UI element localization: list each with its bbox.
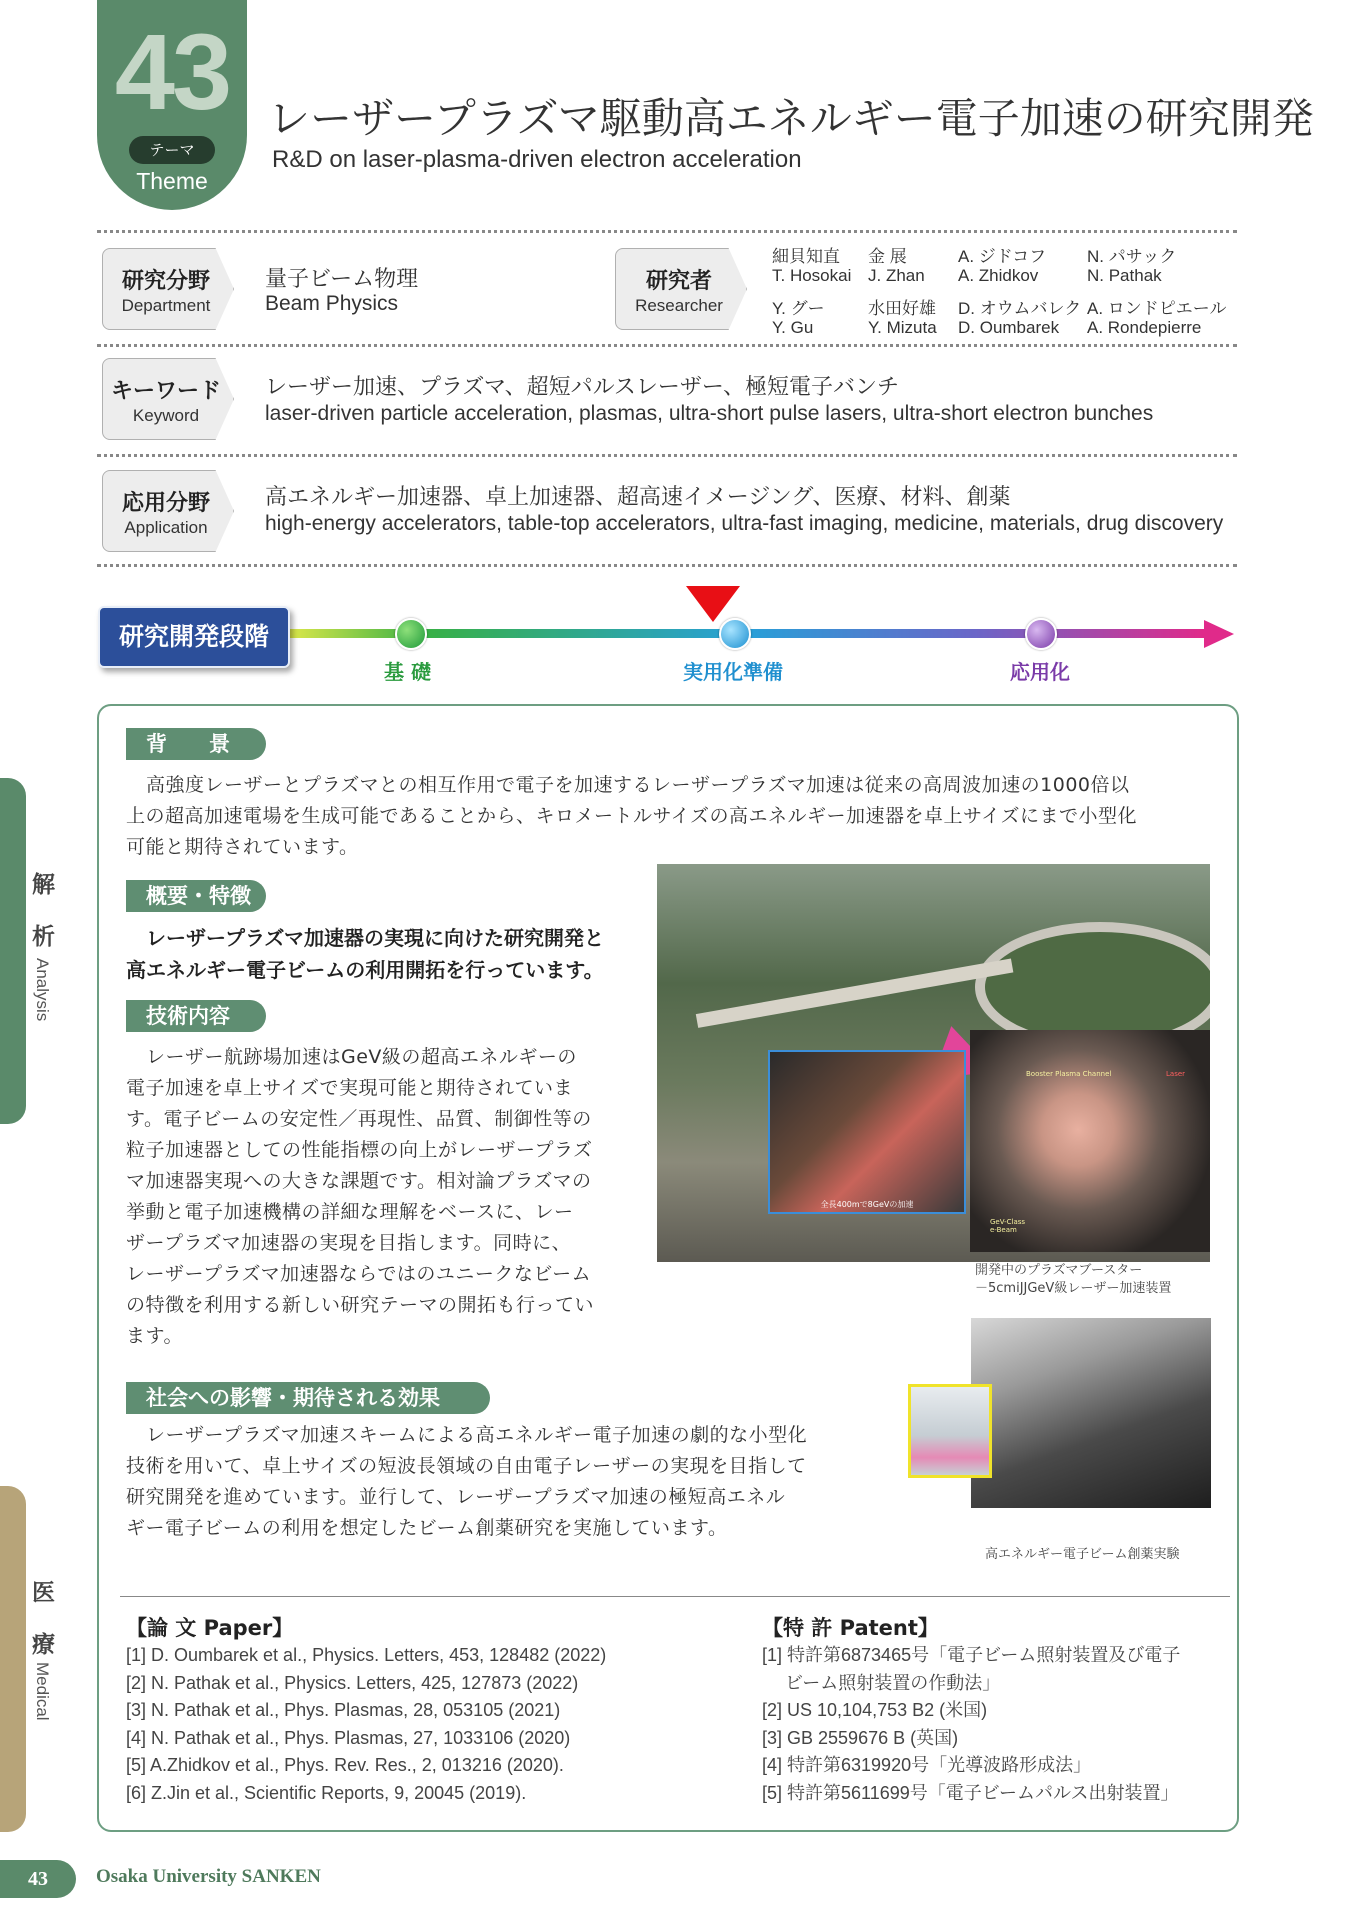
researcher-name-en: T. Hosokai: [772, 266, 852, 285]
divider: [120, 1596, 1230, 1597]
sample-vial-photo: [908, 1384, 992, 1478]
figure-caption-1: 開発中のプラズマブースター －5cmiJJGeV級レーザー加速装置: [975, 1263, 1172, 1296]
papers-list: [126, 1642, 606, 1807]
list-item: [5] A.Zhidkov et al., Phys. Rev. Res., 2, 013216 (2020).: [126, 1755, 564, 1775]
list-item: [4] 特許第6319920号「光導波路形成法」: [762, 1755, 1092, 1775]
theme-number: 43: [114, 11, 230, 132]
divider: [97, 230, 1237, 233]
side-tab-analysis-jp: 析: [32, 924, 55, 950]
side-tab-medical-jp: 療: [32, 1632, 55, 1658]
side-tab-medical-en: Medical: [33, 1662, 52, 1721]
stage-dot-practical: [719, 618, 751, 650]
footer-text: Osaka University SANKEN: [96, 1866, 321, 1887]
researcher-name-jp: N. パサック: [1087, 247, 1177, 266]
keyword-tag: [102, 358, 238, 440]
stage-name-practical: 実用化準備: [683, 660, 783, 684]
section-heading-background: 背 景: [126, 728, 266, 760]
divider: [97, 344, 1237, 347]
application-value-en: high-energy accelerators, table-top accelerators, ultra-fast imaging, medicine, materials, drug discovery: [265, 512, 1224, 535]
page-number: 43: [0, 1860, 76, 1898]
divider: [97, 454, 1237, 457]
technology-text: レーザー航跡場加速はGeV級の超高エネルギーの 電子加速を卓上サイズで実現可能と期待されていま す。電子ビームの安定性／再現性、品質、制御性等の 粒子加速器としての性能指標の向上がレーザープラズ マ加速器実現への大きな課題です。相対論プラズマの 挙動と電子加速機構の詳細な理解をベースに、レー ザープラズマ加速器の実現を目指します。同時に、 レーザープラズマ加速器ならではのユニークなビーム の特徴を利用する新しい研究テーマの開拓も行ってい ます。: [126, 1046, 595, 1347]
figure-caption-2: 高エネルギー電子ビーム創薬実験: [985, 1547, 1180, 1562]
list-item: [2] N. Pathak et al., Physics. Letters, 425, 127873 (2022): [126, 1672, 579, 1693]
researcher-name-en: D. Oumbarek: [958, 318, 1060, 337]
keyword-tag-en: Keyword: [132, 406, 200, 425]
stage-label: 研究開発段階: [98, 606, 290, 668]
section-heading-technology: 技術内容: [126, 1000, 266, 1032]
list-item: [3] GB 2559676 B (英国): [762, 1727, 959, 1748]
department-tag-jp: 研究分野: [121, 269, 210, 294]
theme-label: Theme: [136, 168, 208, 194]
keyword-value-jp: レーザー加速、プラズマ、超短パルスレーザー、極短電子バンチ: [265, 375, 900, 400]
side-tab-medical-jp: 医: [32, 1580, 55, 1606]
researcher-name-jp: 細貝知直: [772, 247, 840, 266]
list-item: [2] US 10,104,753 B2 (米国): [762, 1700, 988, 1720]
list-item: [3] N. Pathak et al., Phys. Plasmas, 28, 053105 (2021): [126, 1700, 561, 1720]
section-heading-overview: 概要・特徴: [126, 880, 266, 912]
researcher-name-jp: Y. グー: [772, 299, 825, 318]
patents-heading: 【特 許 Patent】: [762, 1616, 939, 1640]
impact-text: レーザープラズマ加速スキームによる高エネルギー電子加速の劇的な小型化 技術を用いて、卓上サイズの短波長領域の自由電子レーザーの実現を目指して 研究開発を進めています。並行して、レーザープラズマ加速の極短高エネル ギー電子ビームの利用を想定したビーム創薬研究を実施しています。: [126, 1424, 808, 1539]
stage-dot-applied: [1025, 618, 1057, 650]
researcher-name-jp: 水田好雄: [868, 299, 936, 318]
theme-tab: [97, 0, 247, 210]
application-tag-en: Application: [124, 518, 208, 537]
researcher-name-jp: A. ジドコフ: [958, 247, 1047, 266]
plasma-booster-photo: Booster Plasma Channel Laser GeV-Class e-Beam: [970, 1030, 1210, 1252]
patents-list: [762, 1642, 1180, 1807]
keyword-tag-jp: キーワード: [110, 379, 221, 404]
department-tag-en: Department: [121, 296, 211, 315]
list-item: ビーム照射装置の作動法」: [762, 1672, 1001, 1693]
list-item: [6] Z.Jin et al., Scientific Reports, 9, 20045 (2019).: [126, 1782, 527, 1803]
side-tab-analysis-jp: 解: [32, 872, 55, 898]
department-value-jp: 量子ビーム物理: [265, 267, 419, 292]
application-tag: [102, 470, 238, 552]
researcher-name-en: Y. Gu: [772, 318, 814, 337]
stage-arrow-icon: [1204, 620, 1234, 648]
linac-tunnel-photo: 全長400mで8GeVの加速: [768, 1050, 966, 1214]
researcher-name-jp: D. オウムバレク: [958, 299, 1082, 318]
side-tab-analysis-en: Analysis: [33, 958, 52, 1022]
background-text: 高強度レーザーとプラズマとの相互作用で電子を加速するレーザープラズマ加速は従来の高周波加速の1000倍以 上の超高加速電場を生成可能であることから、キロメートルサイズの高エネルギー加速器を卓上サイズにまで小型化 可能と期待されています。: [126, 774, 1137, 858]
researcher-name-en: A. Rondepierre: [1087, 318, 1202, 337]
divider: [97, 564, 1237, 567]
researcher-name-en: Y. Mizuta: [868, 318, 937, 337]
list-item: [4] N. Pathak et al., Phys. Plasmas, 27, 1033106 (2020): [126, 1727, 571, 1748]
section-heading-impact: 社会への影響・期待される効果: [126, 1382, 490, 1414]
page-subtitle: R&D on laser-plasma-driven electron acceleration: [272, 146, 802, 173]
researcher-name-en: J. Zhan: [868, 266, 925, 285]
researcher-tag-jp: 研究者: [645, 269, 712, 294]
department-tag: [102, 248, 238, 330]
application-value-jp: 高エネルギー加速器、卓上加速器、超高速イメージング、医療、材料、創薬: [265, 485, 1011, 510]
current-stage-marker-icon: [686, 586, 740, 622]
drug-discovery-experiment-photo: [971, 1318, 1211, 1508]
list-item: [5] 特許第5611699号「電子ビームパルス出射装置」: [762, 1782, 1179, 1803]
researcher-name-en: N. Pathak: [1087, 266, 1162, 285]
page-title: レーザープラズマ駆動高エネルギー電子加速の研究開発: [268, 94, 1314, 143]
theme-pill: テーマ: [129, 136, 215, 164]
researcher-name-en: A. Zhidkov: [958, 266, 1039, 285]
list-item: [1] D. Oumbarek et al., Physics. Letters, 453, 128482 (2022): [126, 1645, 607, 1665]
side-tab-analysis: [0, 778, 26, 1124]
list-item: [1] 特許第6873465号「電子ビーム照射装置及び電子: [762, 1645, 1181, 1665]
stage-name-applied: 応用化: [1010, 660, 1070, 684]
stage-dot-basic: [395, 618, 427, 650]
papers-heading: 【論 文 Paper】: [126, 1616, 294, 1640]
overview-text: レーザープラズマ加速器の実現に向けた研究開発と 高エネルギー電子ビームの利用開拓を行っています。: [126, 926, 604, 982]
side-tab-medical: [0, 1486, 26, 1832]
department-value-en: Beam Physics: [265, 292, 399, 315]
researcher-tag: [615, 248, 751, 330]
researcher-name-jp: A. ロンドピエール: [1087, 299, 1227, 318]
stage-name-basic: 基 礎: [384, 660, 431, 684]
researcher-name-jp: 金 展: [868, 247, 907, 266]
application-tag-jp: 応用分野: [121, 491, 210, 516]
keyword-value-en: laser-driven particle acceleration, plasmas, ultra-short pulse lasers, ultra-short electron bunches: [265, 402, 1154, 425]
researcher-tag-en: Researcher: [635, 296, 723, 315]
